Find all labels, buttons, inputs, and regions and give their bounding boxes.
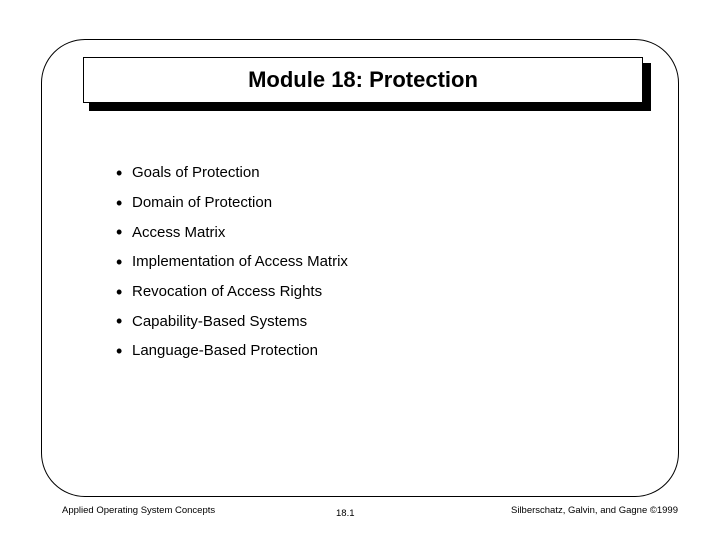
bullet-icon: • bbox=[116, 192, 123, 213]
bullet-item bbox=[112, 277, 348, 307]
bullet-text: Revocation of Access Rights bbox=[132, 283, 323, 301]
slide-title: Module 18: Protection bbox=[248, 67, 478, 92]
bullet-text: Goals of Protection bbox=[132, 164, 260, 182]
footer-page-number: 18.1 bbox=[336, 508, 355, 519]
title-box bbox=[83, 57, 643, 103]
bullet-text: Language-Based Protection bbox=[132, 342, 318, 360]
bullet-icon: • bbox=[116, 162, 123, 183]
bullet-item bbox=[112, 247, 348, 277]
bullet-text: Domain of Protection bbox=[132, 194, 273, 212]
bullet-item bbox=[112, 306, 348, 336]
bullet-item bbox=[112, 336, 348, 366]
bullet-item bbox=[112, 158, 348, 188]
bullet-item bbox=[112, 188, 348, 218]
bullet-list bbox=[112, 158, 348, 366]
bullet-icon: • bbox=[116, 281, 123, 302]
bullet-icon: • bbox=[116, 222, 123, 243]
bullet-icon: • bbox=[116, 251, 123, 272]
bullet-text: Implementation of Access Matrix bbox=[132, 253, 348, 271]
bullet-item bbox=[112, 217, 348, 247]
bullet-icon: • bbox=[116, 340, 123, 361]
bullet-icon: • bbox=[116, 311, 123, 332]
footer-authors: Silberschatz, Galvin, and Gagne ©1999 bbox=[510, 505, 678, 516]
footer-book-title: Applied Operating System Concepts bbox=[62, 505, 216, 516]
bullet-text: Access Matrix bbox=[132, 223, 226, 241]
bullet-text: Capability-Based Systems bbox=[132, 312, 308, 330]
